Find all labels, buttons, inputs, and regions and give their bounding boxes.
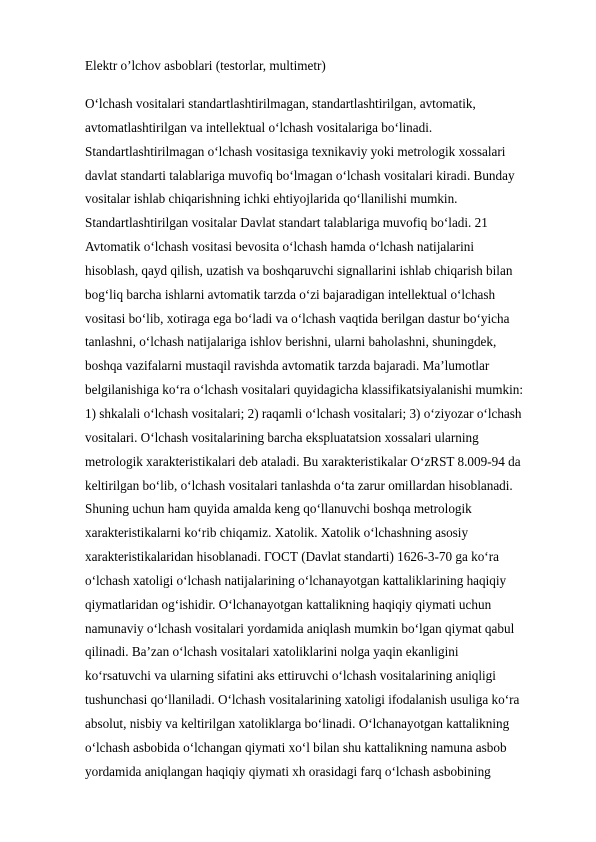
text-line: avtomatlashtirilgan va intellektual o‘lchash vositalariga bo‘linadi. <box>85 119 433 135</box>
text-line: belgilanishiga ko‘ra o‘lchash vositalari quyidagicha klassifikatsiyalanishi mumkin: <box>85 382 524 398</box>
text-line: tushunchasi qo‘llaniladi. O‘lchash vositalarining xatoligi ifodalanish usuliga ko‘ra <box>85 692 520 708</box>
text-line: qilinadi. Ba’zan o‘lchash vositalari xatoliklarini nolga yaqin ekanligini <box>85 644 459 660</box>
document-body <box>85 92 565 783</box>
text-line: keltirilgan bo‘lib, o‘lchash vositalari tanlashda o‘ta zarur omillardan hisoblanadi. <box>85 477 513 493</box>
text-line: bog‘liq barcha ishlarni avtomatik tarzda o‘zi bajaradigan intellektual o‘lchash <box>85 286 496 302</box>
text-line: tanlashni, o‘lchash natijalariga ishlov berishni, ularni baholashni, shuningdek, <box>85 334 497 350</box>
text-line: o‘lchash xatoligi o‘lchash natijalarining o‘lchanayotgan kattaliklarining haqiqiy <box>85 572 507 588</box>
text-line: boshqa vazifalarni mustaqil ravishda avtomatik tarzda bajaradi. Ma’lumotlar <box>85 358 490 374</box>
text-line: o‘lchash asbobida o‘lchangan qiymati xo‘l bilan shu kattalikning namuna asbob <box>85 739 507 755</box>
text-line: namunaviy o‘lchash vositalari yordamida aniqlash mumkin bo‘lgan qiymat qabul <box>85 620 515 636</box>
text-line: Avtomatik o‘lchash vositasi bevosita o‘lchash hamda o‘lchash natijalarini <box>85 239 475 255</box>
text-line: vositalari. O‘lchash vositalarining barcha ekspluatatsion xossalari ularning <box>85 429 479 445</box>
text-line: absolut, nisbiy va keltirilgan xatoliklarga bo‘linadi. O‘lchanayotgan kattalikning <box>85 715 510 731</box>
text-line: Standartlashtirilgan vositalar Davlat standart talablariga muvofiq bo‘ladi. 21 <box>85 215 488 231</box>
text-line: hisoblash, qayd qilish, uzatish va boshqaruvchi signallarini ishlab chiqarish bilan <box>85 262 513 278</box>
text-line: xarakteristikalaridan hisoblanadi. ГОСТ (Davlat standarti) 1626-3-70 ga ko‘ra <box>85 549 499 565</box>
text-line: Shuning uchun ham quyida amalda keng qo‘llanuvchi boshqa metrologik <box>85 501 472 517</box>
text-line: xarakteristikalarni ko‘rib chiqamiz. Xatolik. Xatolik o‘lchashning asosiy <box>85 525 469 541</box>
text-line: yordamida aniqlangan haqiqiy qiymati xh orasidagi farq o‘lchash asbobining <box>85 763 491 779</box>
text-line: O‘lchash vositalari standartlashtirilmagan, standartlashtirilgan, avtomatik, <box>85 96 476 111</box>
text-line: Standartlashtirilmagan o‘lchash vositasiga texnikaviy yoki metrologik xossalari <box>85 143 506 159</box>
text-line: qiymatlaridan og‘ishidir. O‘lchanayotgan kattalikning haqiqiy qiymati uchun <box>85 596 492 612</box>
text-line: ko‘rsatuvchi va ularning sifatini aks ettiruvchi o‘lchash vositalarining aniqligi <box>85 668 496 684</box>
document-heading: Elektr o’lchov asboblari (testorlar, multimetr) <box>85 58 326 73</box>
text-line: metrologik xarakteristikalari deb ataladi. Bu xarakteristikalar O‘zRST 8.009-94 da <box>85 453 521 469</box>
text-line: vositasi bo‘lib, xotiraga ega bo‘ladi va o‘lchash vaqtida berilgan dastur bo‘yicha <box>85 310 510 326</box>
text-line: 1) shkalali o‘lchash vositalari; 2) raqamli o‘lchash vositalari; 3) o‘ziyozar o‘lchash <box>85 405 522 421</box>
text-line: vositalar ishlab chiqarishning ichki ehtiyojlarida qo‘llanilishi mumkin. <box>85 191 458 207</box>
text-line: davlat standarti talablariga muvofiq bo‘lmagan o‘lchash vositalari kiradi. Bunday <box>85 167 515 183</box>
